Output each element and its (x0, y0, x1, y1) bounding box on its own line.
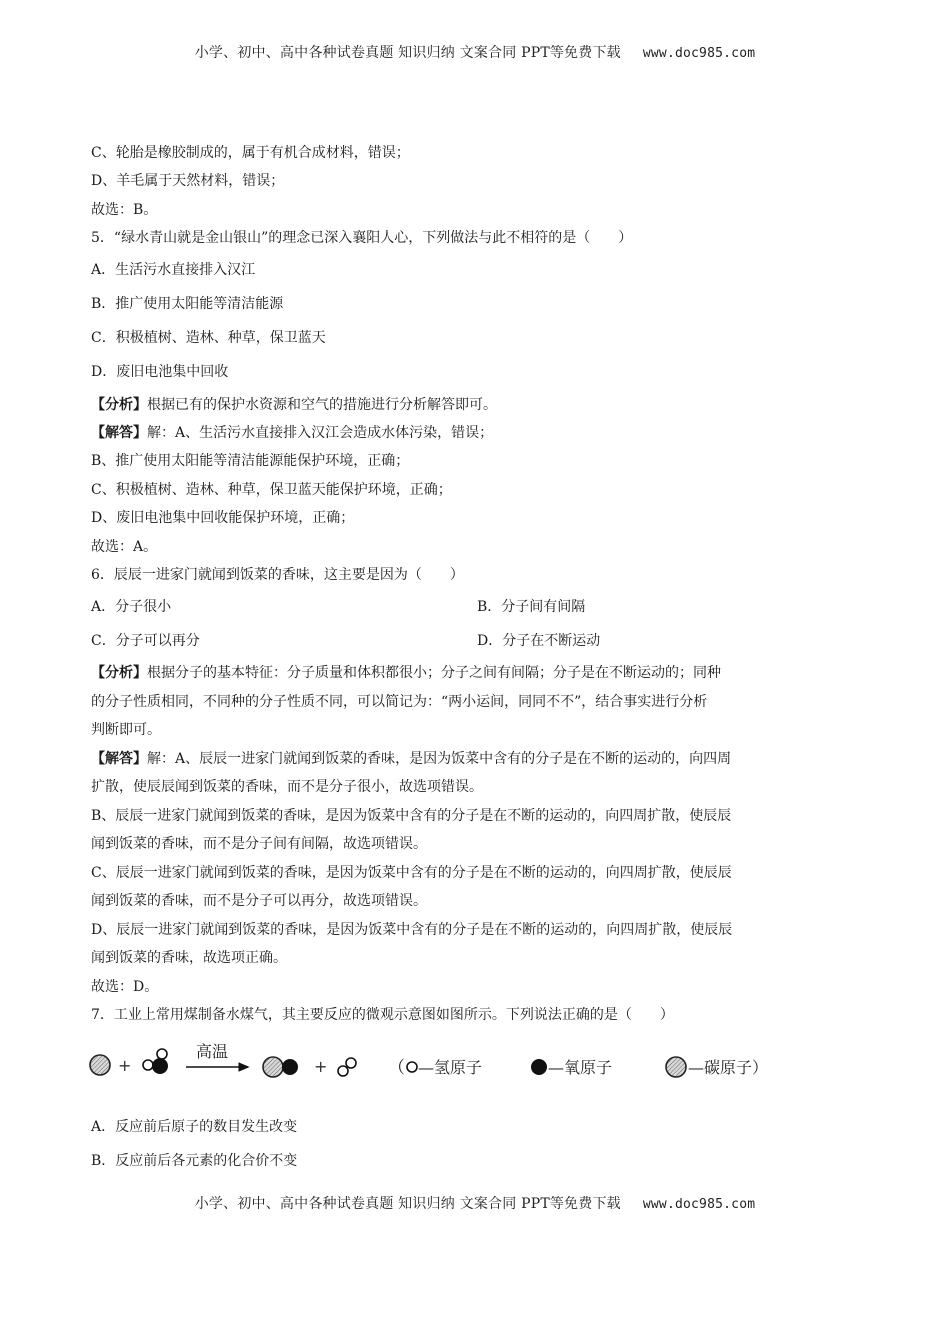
solution-tag: 【解答】 (91, 751, 147, 767)
q6-analysis-line2: 的分子性质相同，不同种的分子性质不同，可以简记为：“两小运间，同同不不”，结合事实进行分析 (91, 694, 708, 710)
q7-stem: 7．工业上常用煤制备水煤气，其主要反应的微观示意图如图所示。下列说法正确的是（ ） (91, 1007, 674, 1023)
q6-stem: 6．辰辰一进家门就闻到饭菜的香味，这主要是因为（ ） (91, 567, 464, 583)
plus-sign: + (118, 1056, 132, 1075)
analysis-text: 根据已有的保护水资源和空气的措施进行分析解答即可。 (147, 397, 497, 413)
legend-open-paren: （ (388, 1058, 405, 1078)
q5-option-c: C．积极植树、造林、种草，保卫蓝天 (91, 330, 326, 346)
footer-text: 小学、初中、高中各种试卷真题 知识归纳 文案合同 PPT等免费下载 (194, 1196, 621, 1212)
analysis-text: 根据分子的基本特征：分子质量和体积都很小；分子之间有间隔；分子是在不断运动的；同种 (147, 665, 721, 681)
solution-tag: 【解答】 (91, 425, 147, 441)
q6-solution-c-line2: 闻到饭菜的香味，而不是分子可以再分，故选项错误。 (91, 893, 427, 909)
q6-solution-a-line2: 扩散，使辰辰闻到饭菜的香味，而不是分子很小，故选项错误。 (91, 779, 483, 795)
q6-solution-b-line2: 闻到饭菜的香味，而不是分子间有间隔，故选项错误。 (91, 836, 427, 852)
solution-text: 解：A、辰辰一进家门就闻到饭菜的香味，是因为饭菜中含有的分子是在不断的运动的，向四周 (147, 751, 732, 767)
carbon-atom-icon (90, 1055, 110, 1075)
q6-solution-d-line2: 闻到饭菜的香味，故选项正确。 (91, 950, 287, 966)
q6-solution-c-line1: C、辰辰一进家门就闻到饭菜的香味，是因为饭菜中含有的分子是在不断的运动的，向四周扩散，使辰辰 (91, 865, 732, 881)
q5-option-a: A．生活污水直接排入汉江 (91, 262, 256, 278)
legend-oxygen: —氧原子 (548, 1058, 613, 1077)
legend-carbon: —碳原子） (688, 1058, 769, 1077)
q6-option-d: D．分子在不断运动 (477, 633, 601, 649)
q5-option-d: D．废旧电池集中回收 (91, 364, 229, 380)
solution-text: 解：A、生活污水直接排入汉江会造成水体污染，错误； (147, 425, 494, 441)
carbon-atom-icon (666, 1057, 686, 1077)
legend-hydrogen: —氢原子 (418, 1058, 483, 1077)
q4-answer: 故选：B。 (91, 202, 158, 218)
page-footer (0, 1193, 950, 1213)
q7-option-b: B．反应前后各元素的化合价不变 (91, 1153, 298, 1169)
q6-solution-a-line1 (91, 749, 731, 769)
header-url: www.doc985.com (642, 46, 756, 61)
q6-option-a: A．分子很小 (91, 599, 172, 615)
header-text: 小学、初中、高中各种试卷真题 知识归纳 文案合同 PPT等免费下载 (194, 45, 621, 61)
q5-solution-c: C、积极植树、造林、种草，保卫蓝天能保护环境，正确； (91, 482, 452, 498)
water-molecule-icon (143, 1049, 168, 1074)
q5-answer: 故选：A。 (91, 539, 158, 555)
q5-solution-a (91, 423, 493, 443)
q5-stem: 5．“绿水青山就是金山银山”的理念已深入襄阳人心，下列做法与此不相符的是（ ） (91, 230, 633, 246)
q6-solution-b-line1: B、辰辰一进家门就闻到饭菜的香味，是因为饭菜中含有的分子是在不断的运动的，向四周扩散，使辰辰 (91, 808, 732, 824)
page-header (0, 42, 950, 62)
reaction-diagram (88, 1040, 798, 1098)
q4-solution-d: D、羊毛属于天然材料，错误； (91, 173, 285, 189)
carbon-monoxide-molecule-icon (263, 1057, 298, 1077)
q6-option-c: C．分子可以再分 (91, 633, 200, 649)
q4-solution-c: C、轮胎是橡胶制成的，属于有机合成材料，错误； (91, 145, 410, 161)
q5-option-b: B．推广使用太阳能等清洁能源 (91, 296, 284, 312)
hydrogen-molecule-icon (338, 1058, 356, 1076)
q6-analysis-line1 (91, 663, 721, 683)
plus-sign: + (314, 1057, 328, 1076)
reaction-condition: 高温 (196, 1042, 229, 1061)
hydrogen-atom-icon (407, 1062, 417, 1072)
q5-solution-b: B、推广使用太阳能等清洁能源能保护环境，正确； (91, 453, 410, 469)
q6-solution-d-line1: D、辰辰一进家门就闻到饭菜的香味，是因为饭菜中含有的分子是在不断的运动的，向四周扩散，使辰辰 (91, 922, 733, 938)
q5-solution-d: D、废旧电池集中回收能保护环境，正确； (91, 510, 355, 526)
analysis-tag: 【分析】 (91, 397, 147, 413)
q5-analysis (91, 395, 497, 415)
q6-answer: 故选：D。 (91, 979, 159, 995)
legend (388, 1057, 768, 1078)
q6-analysis-line3: 判断即可。 (91, 722, 161, 738)
oxygen-atom-icon (531, 1059, 547, 1075)
reaction-diagram-svg (88, 1040, 798, 1098)
analysis-tag: 【分析】 (91, 665, 147, 681)
q7-option-a: A．反应前后原子的数目发生改变 (91, 1119, 298, 1135)
footer-url: www.doc985.com (642, 1197, 756, 1212)
q6-option-b: B．分子间有间隔 (477, 599, 586, 615)
